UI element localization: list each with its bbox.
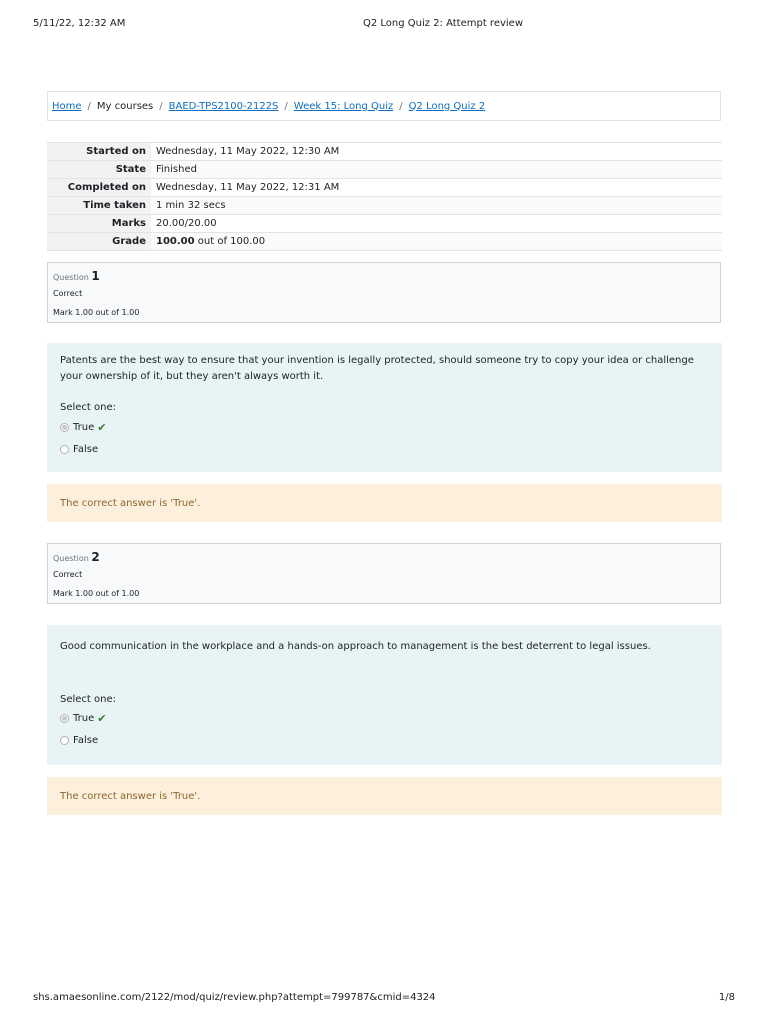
feedback-1: The correct answer is 'True'.: [47, 484, 722, 522]
check-icon: ✔: [97, 421, 107, 434]
breadcrumb-home-link[interactable]: Home: [52, 100, 82, 112]
check-icon: ✔: [97, 712, 107, 725]
summary-label: Time taken: [47, 197, 151, 215]
question-info-1: [47, 262, 721, 323]
summary-value: Wednesday, 11 May 2022, 12:30 AM: [151, 143, 722, 161]
question-content-1: [47, 343, 722, 472]
option-true[interactable]: [60, 421, 106, 434]
summary-row-completed: [47, 179, 722, 197]
summary-value: Finished: [151, 161, 722, 179]
question-content-2: [47, 625, 722, 765]
print-title: Q2 Long Quiz 2: Attempt review: [362, 18, 524, 29]
breadcrumb-separator: /: [284, 100, 288, 112]
print-datetime: 5/11/22, 12:32 AM: [33, 18, 126, 29]
print-header: [0, 18, 768, 32]
question-number: [53, 550, 100, 564]
option-label: True: [73, 422, 95, 433]
question-state: Correct: [53, 289, 83, 298]
radio-icon[interactable]: [60, 714, 69, 723]
attempt-summary-table: [47, 142, 722, 251]
page-number: 1/8: [718, 992, 735, 1003]
question-number: [53, 269, 100, 283]
question-info-2: [47, 543, 721, 604]
radio-icon[interactable]: [60, 423, 69, 432]
option-label: False: [73, 444, 99, 455]
summary-row-time-taken: [47, 197, 722, 215]
page-url: shs.amaesonline.com/2122/mod/quiz/review.php?attempt=799787&cmid=4324: [33, 992, 436, 1003]
summary-row-grade: [47, 233, 722, 251]
breadcrumb-course-link[interactable]: BAED-TPS2100-2122S: [168, 100, 279, 112]
summary-value: [151, 233, 722, 251]
summary-label: Marks: [47, 215, 151, 233]
summary-label: Started on: [47, 143, 151, 161]
option-false[interactable]: [60, 735, 98, 746]
breadcrumb-my-courses: My courses: [96, 100, 154, 112]
summary-label: Completed on: [47, 179, 151, 197]
summary-value: 1 min 32 secs: [151, 197, 722, 215]
option-label: False: [73, 735, 99, 746]
option-true[interactable]: [60, 712, 106, 725]
summary-label: State: [47, 161, 151, 179]
summary-row-marks: [47, 215, 722, 233]
question-label: Question: [53, 554, 89, 563]
summary-row-state: [47, 161, 722, 179]
summary-label: Grade: [47, 233, 151, 251]
breadcrumb-separator: /: [399, 100, 403, 112]
question-state: Correct: [53, 570, 83, 579]
radio-icon[interactable]: [60, 736, 69, 745]
question-label: Question: [53, 273, 89, 282]
select-one-prompt: Select one:: [60, 694, 117, 705]
question-text: Patents are the best way to ensure that your invention is legally protected, should someone try to copy your idea or challenge your ownership of it, but they aren't always worth it.: [60, 355, 694, 382]
question-number-value: 1: [91, 269, 100, 283]
option-false[interactable]: [60, 444, 98, 455]
breadcrumb-separator: /: [87, 100, 91, 112]
summary-row-started: [47, 143, 722, 161]
summary-value: Wednesday, 11 May 2022, 12:31 AM: [151, 179, 722, 197]
select-one-prompt: Select one:: [60, 402, 117, 413]
breadcrumb-week-link[interactable]: Week 15: Long Quiz: [293, 100, 394, 112]
grade-out-of: out of 100.00: [194, 236, 266, 247]
breadcrumb: [47, 91, 721, 121]
question-number-value: 2: [91, 550, 100, 564]
question-mark: Mark 1.00 out of 1.00: [53, 308, 140, 317]
question-text: Good communication in the workplace and a hands-on approach to management is the best deterrent to legal issues.: [60, 641, 651, 652]
grade-value: 100.00: [156, 236, 195, 247]
breadcrumb-separator: /: [159, 100, 163, 112]
radio-icon[interactable]: [60, 445, 69, 454]
summary-value: 20.00/20.00: [151, 215, 722, 233]
question-mark: Mark 1.00 out of 1.00: [53, 589, 140, 598]
option-label: True: [73, 713, 95, 724]
feedback-2: The correct answer is 'True'.: [47, 777, 722, 815]
breadcrumb-quiz-link[interactable]: Q2 Long Quiz 2: [408, 100, 486, 112]
